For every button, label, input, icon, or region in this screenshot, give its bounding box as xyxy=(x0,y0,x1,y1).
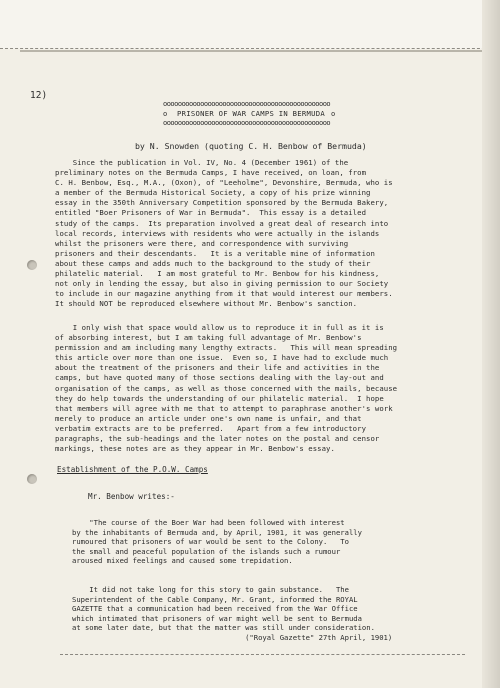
body-text-line: to include in our magazine anything from it that would interest our members. xyxy=(55,289,393,299)
body-text-line: essay in the 350th Anniversary Competition sponsored by the Bermuda Bakery, xyxy=(55,198,389,208)
body-text-line: verbatim extracts are to be preferred. Apart from a few introductory xyxy=(55,423,367,433)
body-text-line: of absorbing interest, but I am taking full advantage of Mr. Benbow's xyxy=(55,333,362,343)
body-text-line: about these camps and adds much to the background to the study of their xyxy=(55,258,371,268)
body-text-line: study of the camps. Its preparation involved a great deal of research into xyxy=(55,218,389,228)
body-paragraph-1 xyxy=(55,158,475,309)
body-text-line: C. H. Benbow, Esq., M.A., (Oxon), of "Leeholme", Devonshire, Bermuda, who is xyxy=(55,178,393,188)
body-text-line: philatelic material. I am most grateful to Mr. Benbow for his kindness, xyxy=(55,269,380,279)
body-text-line: Since the publication in Vol. IV, No. 4 (December 1961) of the xyxy=(55,158,349,167)
body-text-line: local records, interviews with residents who were actually in the islands xyxy=(55,228,380,238)
punch-hole-icon xyxy=(27,474,37,484)
body-text-line: permission and am including many lengthy extracts. This will mean spreading xyxy=(55,343,398,353)
bottom-dashed-rule xyxy=(60,654,465,656)
body-text-line: preliminary notes on the Bermuda Camps, I have received, on loan, from xyxy=(55,168,367,178)
paper-crease xyxy=(20,50,490,52)
body-text-line: organisation of the camps, as well as those concerned with the mails, because xyxy=(55,383,398,393)
quote-paragraph-2 xyxy=(72,585,482,643)
quote-text-line: aroused mixed feelings and caused some trepidation. xyxy=(72,556,293,566)
page-edge-shadow xyxy=(482,0,500,688)
body-text-line: prisoners and their descendants. It is a veritable mine of information xyxy=(55,248,375,258)
body-text-line: they do help towards the understanding of our philatelic material. I hope xyxy=(55,393,384,403)
quote-text-line: the small and peaceful population of the islands such a rumour xyxy=(72,546,341,556)
body-text-line: about the treatment of the prisoners and their life and activities in the xyxy=(55,363,380,373)
article-title: PRISONER OF WAR CAMPS IN BERMUDA xyxy=(176,109,326,118)
title-border-left: o xyxy=(163,110,168,118)
quote-text-line: by the inhabitants of Bermuda and, by April, 1901, it was generally xyxy=(72,527,362,537)
body-text-line: It should NOT be reproduced elsewhere without Mr. Benbow's sanction. xyxy=(55,299,358,309)
body-text-line: that members will agree with me that to attempt to paraphrase another's work xyxy=(55,403,393,413)
body-text-line: paragraphs, the sub-headings and the later notes on the postal and censor xyxy=(55,434,380,444)
quote-text-line: rumoured that prisoners of war would be sent to the Colony. To xyxy=(72,537,349,547)
quote-text-line: It did not take long for this story to gain substance. The xyxy=(72,585,349,594)
byline: by N. Snowden (quoting C. H. Benbow of Bermuda) xyxy=(135,141,367,151)
quote-text-line: which intimated that prisoners of war might well be sent to Bermuda xyxy=(72,613,362,623)
body-text-line: a member of the Bermuda Historical Society, a copy of his prize winning xyxy=(55,188,371,198)
quote-text-line: Superintendent of the Cable Company, Mr. Grant, informed the ROYAL xyxy=(72,594,358,604)
title-border-right: o xyxy=(331,110,336,118)
punch-hole-icon xyxy=(27,260,37,270)
body-text-line: camps, but have quoted many of those sections dealing with the lay-out and xyxy=(55,373,384,383)
quote-text-line: "The course of the Boer War had been followed with interest xyxy=(72,518,345,527)
body-text-line: whilst the prisoners were there, and correspondence with surviving xyxy=(55,238,349,248)
title-box xyxy=(163,100,339,136)
body-text-line: merely to produce an article under one's own name is unfair, and that xyxy=(55,413,362,423)
quote-text-line: ("Royal Gazette" 27th April, 1901) xyxy=(72,632,393,642)
title-border-top: ooooooooooooooooooooooooooooooooooooooooooooo xyxy=(163,100,331,108)
quote-paragraph-1 xyxy=(72,518,482,566)
title-border-bottom: ooooooooooooooooooooooooooooooooooooooooooooo xyxy=(163,119,331,127)
body-text-line: I only wish that space would allow us to reproduce it in full as it is xyxy=(55,323,384,332)
intro-line: Mr. Benbow writes:- xyxy=(88,492,175,501)
body-paragraph-2 xyxy=(55,323,475,454)
section-heading: Establishment of the P.O.W. Camps xyxy=(57,465,208,474)
quote-text-line: GAZETTE that a communication had been received from the War Office xyxy=(72,604,358,614)
torn-top-strip xyxy=(0,0,500,49)
quote-text-line: at some later date, but that the matter was still under consideration. xyxy=(72,623,375,633)
body-text-line: entitled "Boer Prisoners of War in Bermuda". This essay is a detailed xyxy=(55,208,367,218)
body-text-line: this article over more than one issue. Even so, I have had to exclude much xyxy=(55,353,389,363)
body-text-line: markings, these notes are as they appear in Mr. Benbow's essay. xyxy=(55,444,335,454)
page-number: 12) xyxy=(30,90,48,101)
body-text-line: not only in lending the essay, but also in giving permission to our Society xyxy=(55,279,389,289)
